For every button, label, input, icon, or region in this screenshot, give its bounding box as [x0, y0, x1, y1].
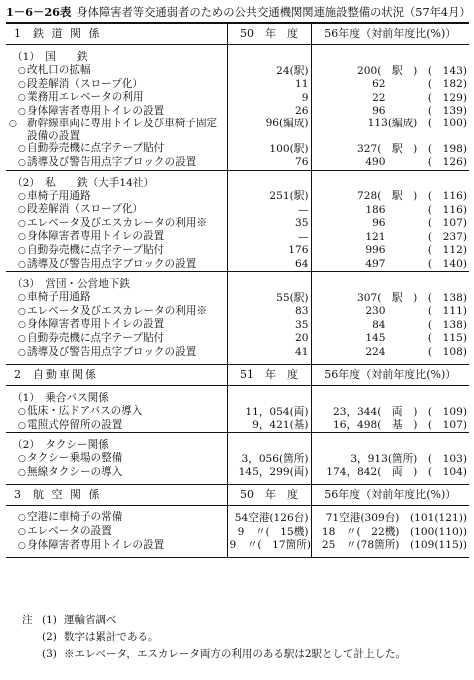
item-name: 自動券売機に点字テープ貼付: [27, 142, 165, 155]
table-row: [6, 142, 469, 156]
current-year-value: 121 ( 237): [311, 230, 469, 244]
table-row: [6, 118, 469, 142]
table-row: [6, 525, 469, 539]
bullet-icon: ○: [18, 454, 26, 465]
table-row: [6, 539, 469, 553]
base-year-value: 26: [227, 105, 311, 119]
base-year-value: 100(駅): [227, 142, 311, 156]
item-cell: [6, 419, 227, 433]
note-number: (2): [42, 631, 57, 643]
base-year-value: 20: [227, 332, 311, 346]
column-header-current-year: 56年度（対前年度比(%)）: [311, 485, 469, 506]
item-cell: [6, 142, 227, 156]
current-year-value: 62 ( 182): [311, 78, 469, 92]
section-header-row: [6, 23, 469, 45]
base-year-value: 145，299(両): [227, 466, 311, 480]
bullet-icon: ○: [18, 467, 26, 478]
item-cell: [6, 203, 227, 217]
bullet-icon: ○: [18, 144, 26, 155]
current-year-value: 145 ( 115): [311, 332, 469, 346]
current-year-value: 307( 駅 ) ( 138): [311, 291, 469, 305]
item-cell: [6, 539, 227, 553]
bullet-icon: ○: [18, 347, 26, 358]
current-year-value: 230 ( 111): [311, 305, 469, 319]
item-name: エレベータ及びエスカレータの利用※: [27, 304, 208, 317]
current-year-value: 728( 駅 ) ( 116): [311, 190, 469, 204]
table-row: [6, 291, 469, 305]
current-year-value: 71空港(309台) (101(121)): [311, 511, 469, 525]
column-header-current-year: 56年度（対前年度比(%)）: [311, 23, 469, 45]
table-title: 身体障害者等交通弱者のための公共交通機関関連施設整備の状況（57年4月）: [76, 6, 471, 19]
base-year-value: 41: [227, 346, 311, 360]
page-title: [6, 4, 472, 20]
section-label: 鉄 道 関 係: [33, 27, 102, 40]
item-name: 自動券売機に点字テープ貼付: [27, 243, 165, 256]
note-text: 運輸省調べ: [64, 614, 117, 626]
current-year-value: 23，344( 両 ) ( 109): [311, 405, 469, 419]
table-row: [6, 332, 469, 346]
item-cell: [6, 156, 227, 170]
base-year-value: 11，054(両): [227, 405, 311, 419]
base-year-value: 64: [227, 258, 311, 272]
item-name: 身体障害者専用トイレの設置: [27, 318, 165, 331]
base-year-value: 76: [227, 156, 311, 170]
bullet-icon: ○: [18, 245, 26, 256]
bullet-icon: ○: [18, 106, 26, 117]
table-row: [6, 156, 469, 170]
current-year-value: 25 〃(78箇所) (109(115)): [311, 539, 469, 553]
bullet-icon: ○: [18, 191, 26, 202]
table-row: [6, 258, 469, 272]
item-cell: [6, 118, 227, 142]
current-year-value: 96 ( 107): [311, 217, 469, 231]
table-row: [6, 105, 469, 119]
group-header-row: [6, 438, 469, 452]
base-year-value: 96(編成): [227, 118, 311, 142]
current-year-value: 497 ( 140): [311, 258, 469, 272]
bullet-icon: ○: [18, 540, 26, 551]
current-year-value: 174，842( 両 ) ( 104): [311, 466, 469, 480]
table-row: [6, 511, 469, 525]
table-row: [6, 217, 469, 231]
column-header-current-year: 56年度（対前年度比(%)）: [311, 365, 469, 386]
section-number: 1: [14, 27, 21, 40]
base-year-value: 11: [227, 78, 311, 92]
item-cell: [6, 105, 227, 119]
item-cell: [6, 452, 227, 466]
table-row: [6, 419, 469, 433]
item-name: 新幹線車両に専用トイレ及び車椅子固定設備の設置: [27, 118, 218, 142]
base-year-value: 9 〃( 15機): [227, 525, 311, 539]
item-name: 車椅子用通路: [27, 291, 91, 304]
current-year-value: 84 ( 138): [311, 318, 469, 332]
current-year-value: 96 ( 139): [311, 105, 469, 119]
current-year-value: 200( 駅 ) ( 143): [311, 64, 469, 78]
section-label: 航 空 関 係: [33, 488, 102, 502]
group-label: （3） 営団・公営地下鉄: [12, 278, 130, 291]
table-row: [6, 452, 469, 466]
section-header-row: [6, 365, 469, 386]
item-cell: [6, 305, 227, 319]
current-year-value: 186 ( 116): [311, 203, 469, 217]
current-year-value: 224 ( 108): [311, 346, 469, 360]
section-header: [6, 485, 227, 506]
table-row: [6, 78, 469, 92]
group-label: （2） 私 鉄（大手14社）: [12, 176, 155, 189]
current-year-value: 22 ( 129): [311, 91, 469, 105]
item-name: エレベータ及びエスカレータの利用※: [27, 216, 208, 229]
table-row: [6, 305, 469, 319]
item-name: 電照式停留所の設置: [27, 418, 123, 431]
item-cell: [6, 318, 227, 332]
base-year-value: 35: [227, 318, 311, 332]
item-name: 車椅子用通路: [27, 189, 91, 202]
current-year-value: 490 ( 126): [311, 156, 469, 170]
base-year-value: —: [227, 230, 311, 244]
item-cell: [6, 64, 227, 78]
note-number: (3): [42, 648, 57, 660]
notes: [22, 612, 406, 663]
note-text: ※エレベータ，エスカレータ両方の利用のある駅は2駅として計上した。: [64, 648, 407, 660]
group-header-row: [6, 277, 469, 291]
bullet-icon: ○: [18, 333, 26, 344]
current-year-value: 18 〃( 22機) (100(110)): [311, 525, 469, 539]
item-cell: [6, 405, 227, 419]
column-header-base-year: 51 年 度: [227, 365, 311, 386]
group-header-row: [6, 391, 469, 405]
bullet-icon: ○: [18, 527, 26, 538]
notes-label: 注: [22, 614, 33, 626]
item-cell: [6, 466, 227, 480]
note-row: [22, 612, 406, 629]
bullet-icon: ○: [18, 407, 26, 418]
item-cell: [6, 346, 227, 360]
table-row: [6, 346, 469, 360]
group-label: （1） 国 鉄: [12, 51, 88, 63]
current-year-value: 113(編成) ( 100): [311, 118, 469, 142]
table-row: [6, 190, 469, 204]
item-name: エレベータの設置: [27, 525, 112, 538]
item-name: 無線タクシーの導入: [27, 465, 123, 478]
bullet-icon: ○: [18, 157, 26, 168]
column-header-base-year: 50 年 度: [227, 485, 311, 506]
current-year-value: 3，913(箇所) ( 103): [311, 452, 469, 466]
item-name: タクシー乗場の整備: [27, 452, 123, 465]
item-cell: [6, 91, 227, 105]
base-year-value: 3，056(箇所): [227, 452, 311, 466]
base-year-value: 83: [227, 305, 311, 319]
item-cell: [6, 511, 227, 525]
bullet-icon: ○: [18, 93, 26, 104]
table-row: [6, 91, 469, 105]
section-header-row: [6, 485, 469, 506]
section-header: [6, 365, 227, 386]
table-row: [6, 244, 469, 258]
item-name: 業務用エレベータの利用: [27, 91, 144, 104]
item-name: 誘導及び警告用点字ブロックの設置: [27, 257, 197, 270]
table-row: [6, 466, 469, 480]
base-year-value: 9，421(基): [227, 419, 311, 433]
table-row: [6, 405, 469, 419]
section-number: 3: [14, 488, 21, 502]
bullet-icon: ○: [18, 66, 26, 76]
current-year-value: 996 ( 112): [311, 244, 469, 258]
base-year-value: 176: [227, 244, 311, 258]
item-name: 段差解消（スロープ化）: [27, 77, 144, 90]
note-number: (1): [42, 614, 57, 626]
column-header-base-year: 50 年 度: [227, 23, 311, 45]
item-cell: [6, 525, 227, 539]
table-row: [6, 230, 469, 244]
note-text: 数字は累計である。: [64, 631, 159, 643]
item-cell: [6, 258, 227, 272]
item-name: 身体障害者専用トイレの設置: [27, 538, 165, 551]
bullet-icon: ○: [18, 232, 26, 243]
bullet-icon: ○: [18, 259, 26, 270]
bullet-icon: ○: [18, 320, 26, 331]
bullet-icon: ○: [18, 293, 26, 304]
note-row: [22, 646, 406, 663]
table-row: [6, 203, 469, 217]
item-name: 空港に車椅子の常備: [27, 511, 123, 524]
item-name: 改札口の拡幅: [27, 64, 91, 76]
base-year-value: —: [227, 203, 311, 217]
item-name: 誘導及び警告用点字ブロックの設置: [27, 155, 197, 168]
group-label: （2） タクシー関係: [12, 439, 109, 452]
item-name: 身体障害者専用トイレの設置: [27, 104, 165, 117]
base-year-value: 24(駅): [227, 64, 311, 78]
group-header-row: [6, 176, 469, 190]
item-name: 誘導及び警告用点字ブロックの設置: [27, 345, 197, 358]
table-number: 1－6－26表: [6, 5, 72, 19]
base-year-value: 55(駅): [227, 291, 311, 305]
current-year-value: 16，498( 基 ) ( 107): [311, 419, 469, 433]
bullet-icon: ○: [18, 205, 26, 216]
bullet-icon: ○: [18, 420, 26, 431]
item-cell: [6, 291, 227, 305]
bullet-icon: ○: [18, 79, 26, 90]
section-number: 2: [14, 368, 21, 382]
bullet-icon: ○: [18, 306, 26, 317]
current-year-value: 327( 駅 ) ( 198): [311, 142, 469, 156]
item-cell: [6, 190, 227, 204]
table-row: [6, 318, 469, 332]
bullet-icon: ○: [18, 218, 26, 229]
item-cell: [6, 244, 227, 258]
item-name: 身体障害者専用トイレの設置: [27, 230, 165, 243]
spacer-row: [6, 552, 469, 558]
item-name: 段差解消（スロープ化）: [27, 203, 144, 216]
base-year-value: 251(駅): [227, 190, 311, 204]
table-row: [6, 64, 469, 78]
item-cell: [6, 332, 227, 346]
item-cell: [6, 78, 227, 92]
section-label: 自動車関係: [33, 368, 98, 382]
item-name: 自動券売機に点字テープ貼付: [27, 331, 165, 344]
base-year-value: 9: [227, 91, 311, 105]
note-row: [22, 629, 406, 646]
item-name: 低床・広ドアバスの導入: [27, 405, 143, 418]
bullet-icon: ○: [9, 119, 17, 130]
item-cell: [6, 217, 227, 231]
facilities-table: [6, 22, 469, 558]
group-header-row: [6, 50, 469, 64]
group-label: （1） 乗合バス関係: [12, 392, 109, 405]
bullet-icon: ○: [18, 513, 26, 524]
base-year-value: 54空港(126台): [227, 511, 311, 525]
base-year-value: 9 〃( 17箇所): [227, 539, 311, 553]
section-header: [6, 23, 227, 45]
base-year-value: 35: [227, 217, 311, 231]
item-cell: [6, 230, 227, 244]
